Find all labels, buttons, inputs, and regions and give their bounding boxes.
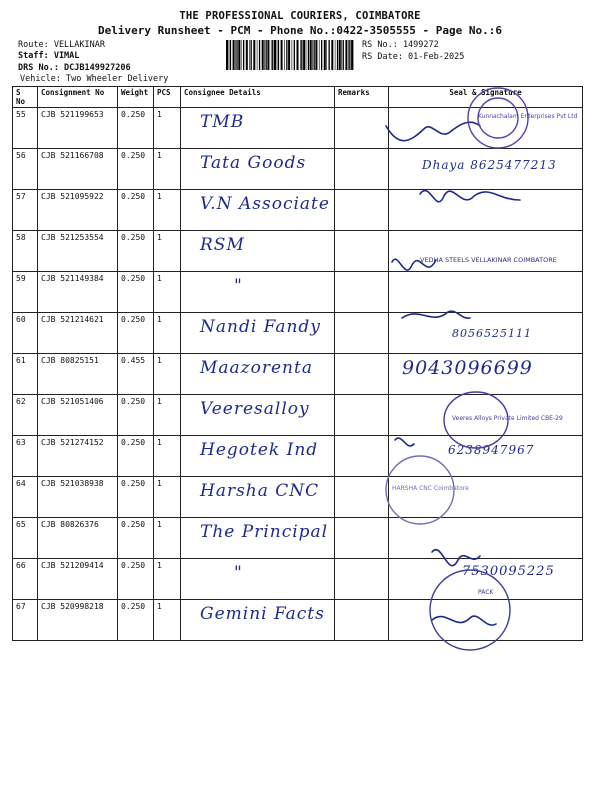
pcs-cell: 1 [154,231,181,272]
consignee-handwriting: " [234,563,243,583]
drs-number: DRS No.: DCJB149927206 [18,63,131,73]
consignment-cell: CJB 521095922 [38,190,118,231]
barcode-bar [329,40,330,70]
remarks-cell [335,354,389,395]
signature-cell [389,231,583,272]
rs-number: RS No.: 1499272 [362,40,439,50]
rs-date: RS Date: 01-Feb-2025 [362,52,465,62]
signature-cell [389,190,583,231]
barcode-bar [351,40,353,70]
runsheet-subtitle: Delivery Runsheet - PCM - Phone No.:0422-3505555 - Page No.:6 [98,24,502,37]
sno-cell: 63 [13,436,38,477]
col-consignee: Consignee Details [181,87,335,108]
seal-3-text: Veeres Alloys Private Limited CBE-29 [452,415,563,422]
remarks-cell [335,313,389,354]
sno-cell: 66 [13,559,38,600]
signature-handwriting: 7530095225 [462,564,555,579]
barcode-bar [281,40,283,70]
pcs-cell: 1 [154,518,181,559]
signature-handwriting: 9043096699 [402,357,533,379]
remarks-cell [335,518,389,559]
barcode-bar [226,40,228,70]
consignment-cell: CJB 521274152 [38,436,118,477]
weight-cell: 0.250 [118,600,154,641]
weight-cell: 0.250 [118,395,154,436]
signature-cell [389,600,583,641]
seal-5-text: PACK [478,589,494,596]
pcs-cell: 1 [154,272,181,313]
sno-cell: 59 [13,272,38,313]
seal-2-text: VEDHA STEELS VELLAKINAR COIMBATORE [420,256,557,264]
weight-cell: 0.250 [118,477,154,518]
signature-cell [389,518,583,559]
consignee-handwriting: The Principal [200,522,329,542]
barcode-bar [341,40,342,70]
sno-cell: 65 [13,518,38,559]
consignee-handwriting: Veeresalloy [200,399,310,419]
table-row [13,518,583,559]
barcode-icon [226,40,354,70]
consignment-cell: CJB 521253554 [38,231,118,272]
barcode-bar [238,40,240,70]
seal-1-text: Kunnachalam Enterprises Pvt Ltd [478,113,578,120]
signature-cell [389,108,583,149]
barcode-bar [262,40,264,70]
barcode-bar [272,40,273,70]
remarks-cell [335,190,389,231]
signature-cell [389,436,583,477]
barcode-bar [337,40,338,70]
pcs-cell: 1 [154,559,181,600]
consignee-handwriting: Harsha CNC [200,481,320,501]
consignee-handwriting: " [234,276,243,296]
barcode-bar [241,40,242,70]
pcs-cell: 1 [154,436,181,477]
consignee-handwriting: TMB [200,112,245,132]
consignment-cell: CJB 521199653 [38,108,118,149]
table-row [13,354,583,395]
barcode-bar [266,40,267,70]
barcode-bar [271,40,272,70]
table-row [13,190,583,231]
remarks-cell [335,395,389,436]
consignment-cell: CJB 521149384 [38,272,118,313]
sno-cell: 61 [13,354,38,395]
barcode-bar [297,40,299,70]
col-consignment: Consignment No [38,87,118,108]
weight-cell: 0.250 [118,436,154,477]
remarks-cell [335,477,389,518]
consignee-cell [181,559,335,600]
barcode-bar [243,40,244,70]
barcode-bar [345,40,347,70]
barcode-bar [246,40,248,70]
signature-handwriting: 8056525111 [452,327,532,340]
barcode-bar [319,40,320,70]
sno-cell: 62 [13,395,38,436]
signature-cell [389,477,583,518]
barcode-bar [259,40,260,70]
table-row [13,559,583,600]
weight-cell: 0.250 [118,190,154,231]
signature-cell [389,313,583,354]
pcs-cell: 1 [154,354,181,395]
barcode-bar [321,40,322,70]
consignee-cell [181,231,335,272]
signature-cell [389,395,583,436]
barcode-bar [253,40,255,70]
barcode-bar [286,40,287,70]
barcode-bar [300,40,301,70]
barcode-bar [267,40,269,70]
consignment-cell: CJB 80826376 [38,518,118,559]
col-pcs: PCS [154,87,181,108]
sno-cell: 67 [13,600,38,641]
signature-handwriting: Dhaya 8625477213 [422,158,557,172]
consignee-cell [181,477,335,518]
consignment-cell: CJB 521166708 [38,149,118,190]
col-weight: Weight [118,87,154,108]
barcode-bar [233,40,235,70]
barcode-bar [310,40,312,70]
pcs-cell: 1 [154,108,181,149]
pcs-cell: 1 [154,313,181,354]
table-row [13,108,583,149]
route-label: Route: VELLAKINAR [18,40,105,50]
table-row [13,149,583,190]
consignee-cell [181,436,335,477]
remarks-cell [335,149,389,190]
consignee-cell [181,149,335,190]
col-remarks: Remarks [335,87,389,108]
table-row [13,436,583,477]
barcode-bar [326,40,327,70]
barcode-bar [292,40,293,70]
barcode-bar [249,40,250,70]
barcode-bar [339,40,341,70]
signature-handwriting: 6238947967 [448,443,535,457]
consignee-handwriting: Tata Goods [200,153,307,173]
consignee-handwriting: Hegotek Ind [200,440,319,460]
consignee-handwriting: Nandi Fandy [200,317,321,337]
weight-cell: 0.250 [118,149,154,190]
weight-cell: 0.455 [118,354,154,395]
barcode-bar [236,40,237,70]
consignee-cell [181,354,335,395]
consignment-cell: CJB 521051406 [38,395,118,436]
consignee-handwriting: RSM [200,235,245,255]
barcode-bar [324,40,326,70]
consignee-cell [181,272,335,313]
remarks-cell [335,600,389,641]
barcode-bar [315,40,317,70]
barcode-bar [343,40,344,70]
barcode-bar [312,40,313,70]
weight-cell: 0.250 [118,313,154,354]
sno-cell: 56 [13,149,38,190]
barcode-bar [229,40,230,70]
consignee-cell [181,518,335,559]
barcode-bar [288,40,290,70]
remarks-cell [335,436,389,477]
sno-cell: 60 [13,313,38,354]
barcode-bar [308,40,309,70]
weight-cell: 0.250 [118,518,154,559]
consignee-cell [181,190,335,231]
consignee-handwriting: Maazorenta [200,358,313,378]
col-seal-signature: Seal & Signature [389,87,583,108]
pcs-cell: 1 [154,149,181,190]
consignee-cell [181,108,335,149]
signature-cell [389,272,583,313]
barcode-bar [274,40,276,70]
remarks-cell [335,272,389,313]
barcode-bar [264,40,265,70]
barcode-bar [257,40,258,70]
col-sno: S No [13,87,38,108]
barcode-bar [314,40,315,70]
seal-4-text: HARSHA CNC Coimbatore [392,485,469,492]
remarks-cell [335,108,389,149]
consignment-cell: CJB 521038938 [38,477,118,518]
weight-cell: 0.250 [118,272,154,313]
barcode-bar [235,40,236,70]
barcode-bar [251,40,252,70]
barcode-bar [335,40,336,70]
barcode-bar [230,40,231,70]
pcs-cell: 1 [154,477,181,518]
table-header-row [13,87,583,108]
consignee-cell [181,313,335,354]
barcode-bar [301,40,302,70]
barcode-bar [303,40,305,70]
table-row [13,231,583,272]
consignment-cell: CJB 521209414 [38,559,118,600]
signature-cell [389,559,583,600]
pcs-cell: 1 [154,190,181,231]
runsheet-table [12,86,583,641]
consignee-handwriting: Gemini Facts [200,604,325,624]
pcs-cell: 1 [154,600,181,641]
pcs-cell: 1 [154,395,181,436]
table-row [13,272,583,313]
weight-cell: 0.250 [118,559,154,600]
table-row [13,477,583,518]
signature-cell [389,149,583,190]
sno-cell: 64 [13,477,38,518]
table-row [13,395,583,436]
consignee-handwriting: V.N Associate [200,194,330,214]
sno-cell: 55 [13,108,38,149]
barcode-bar [278,40,279,70]
consignment-cell: CJB 80825151 [38,354,118,395]
barcode-bar [284,40,285,70]
consignment-cell: CJB 520998218 [38,600,118,641]
consignee-cell [181,395,335,436]
staff-label: Staff: VIMAL [18,51,80,61]
barcode-bar [306,40,307,70]
remarks-cell [335,231,389,272]
consignee-cell [181,600,335,641]
barcode-bar [277,40,278,70]
barcode-bar [349,40,350,70]
barcode-bar [331,40,333,70]
sno-cell: 57 [13,190,38,231]
table-row [13,600,583,641]
weight-cell: 0.250 [118,108,154,149]
table-row [13,313,583,354]
consignment-cell: CJB 521214621 [38,313,118,354]
remarks-cell [335,559,389,600]
barcode-bar [294,40,295,70]
sno-cell: 58 [13,231,38,272]
signature-cell [389,354,583,395]
runsheet-title: THE PROFESSIONAL COURIERS, COIMBATORE [179,10,421,22]
vehicle-label: Vehicle: Two Wheeler Delivery [20,74,169,84]
barcode-bar [348,40,349,70]
weight-cell: 0.250 [118,231,154,272]
